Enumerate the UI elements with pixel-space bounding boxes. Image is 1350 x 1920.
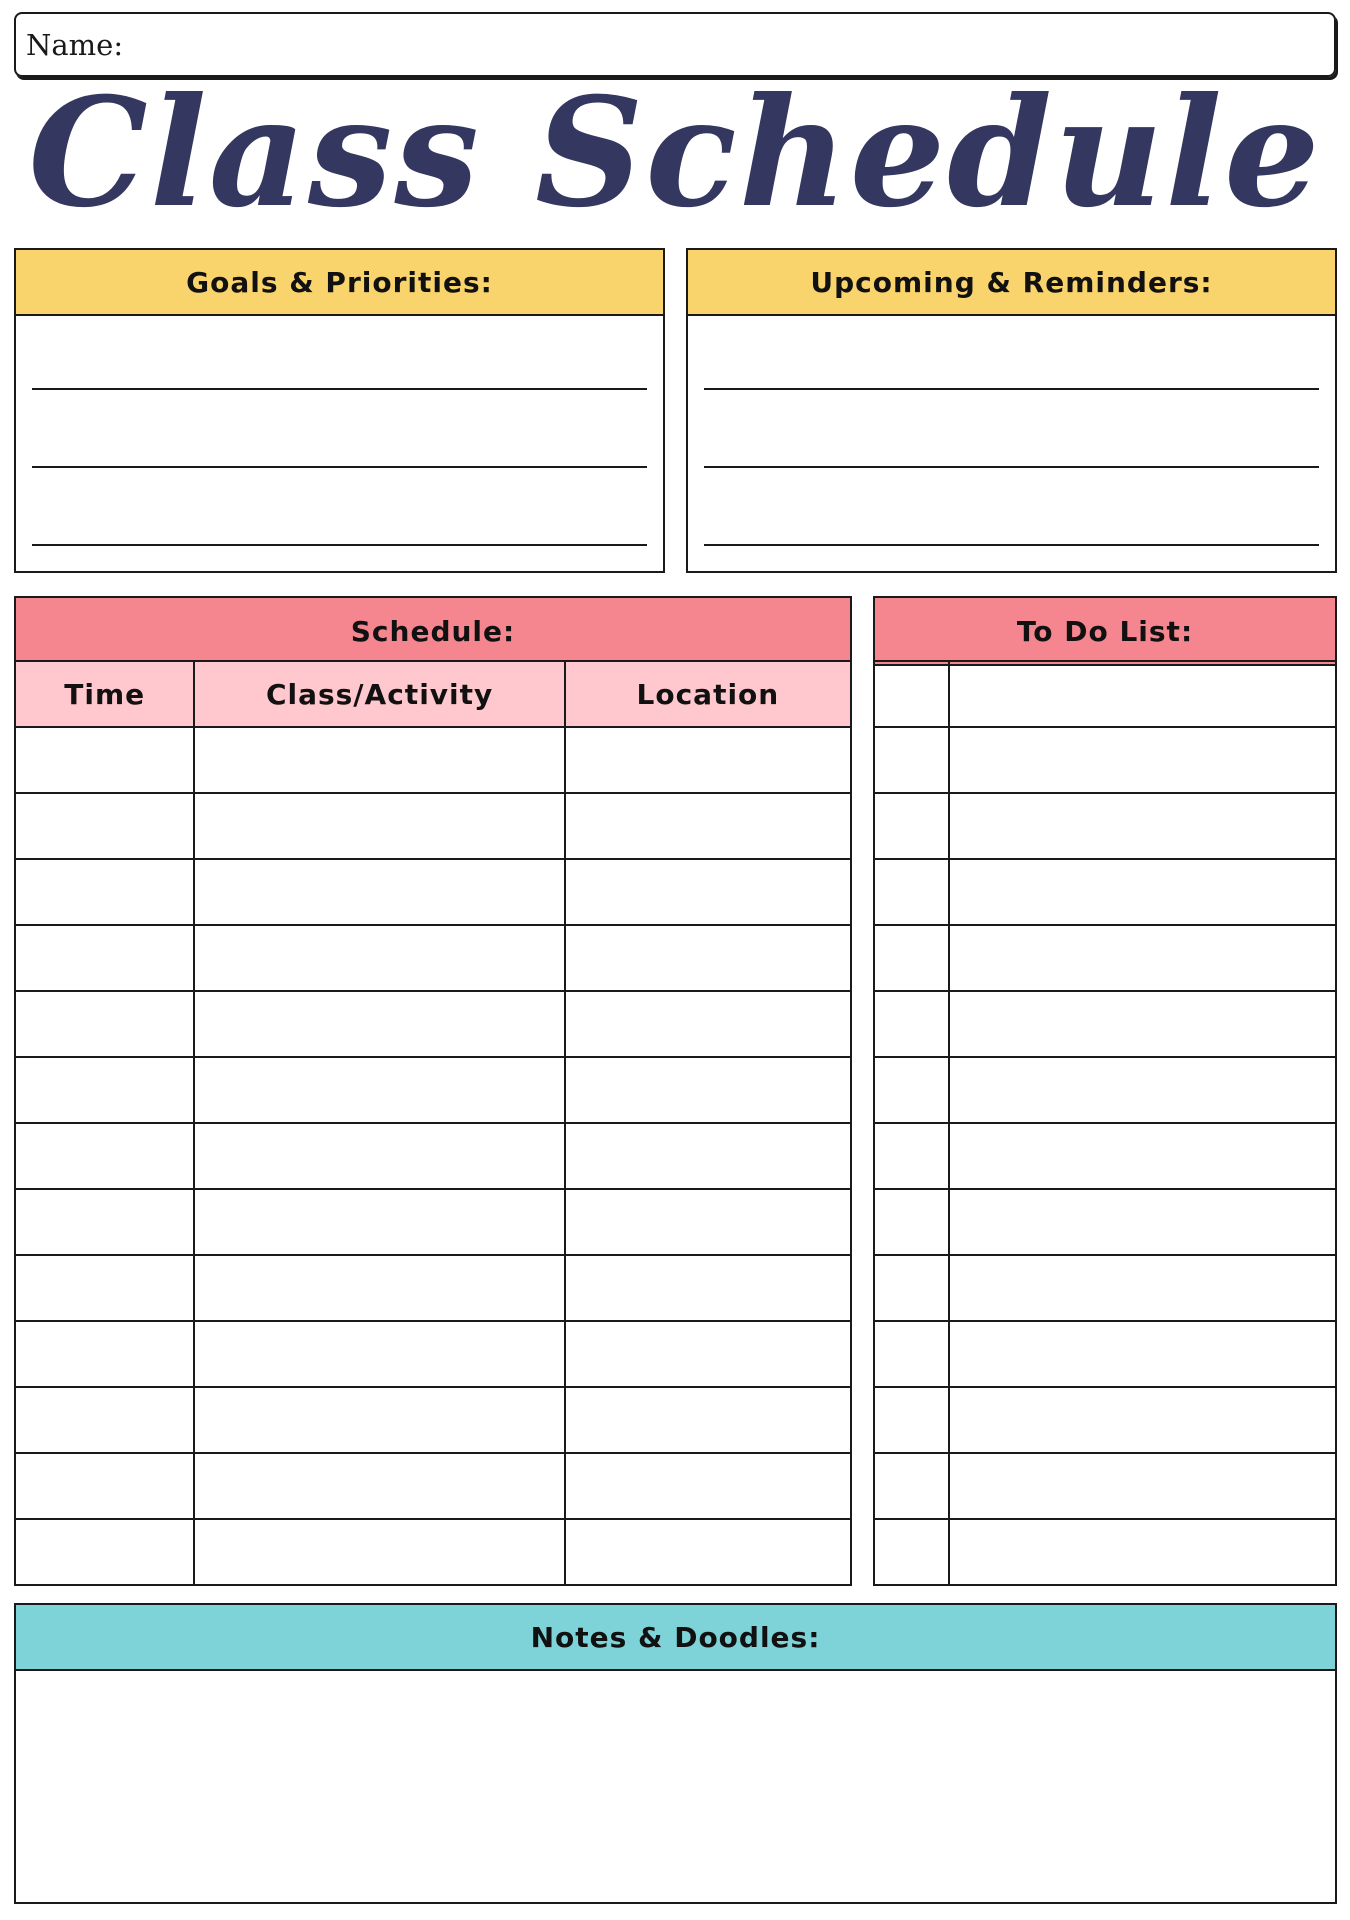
schedule-cell-class-activity[interactable]: [194, 1189, 564, 1255]
notes-panel[interactable]: [14, 1603, 1337, 1904]
table-row: [15, 925, 851, 991]
todo-item-field[interactable]: [949, 1057, 1336, 1123]
notes-heading: Notes & Doodles:: [16, 1605, 1335, 1671]
todo-checkbox[interactable]: [874, 1321, 949, 1387]
table-row: [15, 1123, 851, 1189]
list-item: [874, 859, 1336, 925]
schedule-cell-class-activity[interactable]: [194, 1255, 564, 1321]
todo-item-field[interactable]: [949, 991, 1336, 1057]
schedule-cell-time[interactable]: [15, 1057, 194, 1123]
schedule-column-headers: [15, 661, 851, 727]
todo-item-field[interactable]: [949, 1123, 1336, 1189]
goals-panel: [14, 248, 665, 573]
schedule-cell-location[interactable]: [565, 859, 851, 925]
schedule-cell-class-activity[interactable]: [194, 793, 564, 859]
todo-checkbox[interactable]: [874, 1123, 949, 1189]
todo-item-field[interactable]: [949, 1189, 1336, 1255]
todo-checkbox[interactable]: [874, 991, 949, 1057]
schedule-cell-time[interactable]: [15, 1255, 194, 1321]
table-row: [15, 1453, 851, 1519]
todo-table: [873, 660, 1337, 1586]
list-item: [874, 793, 1336, 859]
list-item: [874, 1189, 1336, 1255]
schedule-cell-time[interactable]: [15, 925, 194, 991]
schedule-cell-time[interactable]: [15, 1189, 194, 1255]
schedule-cell-class-activity[interactable]: [194, 1057, 564, 1123]
name-label: Name:: [26, 28, 124, 62]
todo-item-field[interactable]: [949, 661, 1336, 727]
todo-checkbox[interactable]: [874, 661, 949, 727]
list-item: [874, 1057, 1336, 1123]
table-row: [15, 1387, 851, 1453]
table-row: [15, 1321, 851, 1387]
reminders-line[interactable]: [704, 388, 1319, 390]
schedule-cell-class-activity[interactable]: [194, 1387, 564, 1453]
schedule-cell-location[interactable]: [565, 727, 851, 793]
schedule-cell-location[interactable]: [565, 991, 851, 1057]
schedule-cell-location[interactable]: [565, 925, 851, 991]
table-row: [15, 1519, 851, 1585]
todo-item-field[interactable]: [949, 925, 1336, 991]
schedule-cell-time[interactable]: [15, 991, 194, 1057]
todo-checkbox[interactable]: [874, 1453, 949, 1519]
reminders-panel: [686, 248, 1337, 573]
table-row: [15, 991, 851, 1057]
list-item: [874, 1123, 1336, 1189]
schedule-cell-location[interactable]: [565, 1189, 851, 1255]
schedule-table: [14, 660, 852, 1586]
goals-line[interactable]: [32, 388, 647, 390]
list-item: [874, 727, 1336, 793]
goals-line[interactable]: [32, 466, 647, 468]
schedule-cell-time[interactable]: [15, 1453, 194, 1519]
schedule-cell-class-activity[interactable]: [194, 1123, 564, 1189]
list-item: [874, 1321, 1336, 1387]
todo-item-field[interactable]: [949, 1519, 1336, 1585]
schedule-cell-class-activity[interactable]: [194, 727, 564, 793]
schedule-cell-location[interactable]: [565, 793, 851, 859]
schedule-panel: [14, 596, 852, 1584]
table-row: [15, 1057, 851, 1123]
table-row: [15, 1255, 851, 1321]
list-item: [874, 1453, 1336, 1519]
schedule-cell-location[interactable]: [565, 1057, 851, 1123]
todo-item-field[interactable]: [949, 1321, 1336, 1387]
schedule-cell-class-activity[interactable]: [194, 991, 564, 1057]
schedule-cell-time[interactable]: [15, 727, 194, 793]
schedule-cell-location[interactable]: [565, 1387, 851, 1453]
table-row: [15, 859, 851, 925]
list-item: [874, 1519, 1336, 1585]
page-title: Class Schedule: [28, 65, 1322, 241]
todo-item-field[interactable]: [949, 859, 1336, 925]
schedule-heading: Schedule:: [14, 596, 852, 666]
schedule-cell-location[interactable]: [565, 1519, 851, 1585]
todo-checkbox[interactable]: [874, 859, 949, 925]
todo-checkbox[interactable]: [874, 1057, 949, 1123]
schedule-cell-location[interactable]: [565, 1321, 851, 1387]
goals-line[interactable]: [32, 544, 647, 546]
todo-checkbox[interactable]: [874, 1255, 949, 1321]
column-header-location: Location: [565, 661, 851, 727]
reminders-heading: Upcoming & Reminders:: [688, 250, 1335, 316]
todo-item-field[interactable]: [949, 727, 1336, 793]
todo-checkbox[interactable]: [874, 1387, 949, 1453]
schedule-cell-time[interactable]: [15, 793, 194, 859]
list-item: [874, 925, 1336, 991]
schedule-cell-class-activity[interactable]: [194, 1519, 564, 1585]
schedule-cell-time[interactable]: [15, 1519, 194, 1585]
schedule-cell-time[interactable]: [15, 1123, 194, 1189]
list-item: [874, 1387, 1336, 1453]
todo-checkbox[interactable]: [874, 793, 949, 859]
table-row: [15, 727, 851, 793]
schedule-cell-class-activity[interactable]: [194, 1453, 564, 1519]
reminders-line[interactable]: [704, 544, 1319, 546]
schedule-cell-time[interactable]: [15, 859, 194, 925]
schedule-cell-time[interactable]: [15, 1387, 194, 1453]
schedule-cell-location[interactable]: [565, 1453, 851, 1519]
todo-item-field[interactable]: [949, 1453, 1336, 1519]
todo-checkbox[interactable]: [874, 1519, 949, 1585]
list-item: [874, 991, 1336, 1057]
schedule-cell-class-activity[interactable]: [194, 925, 564, 991]
schedule-cell-class-activity[interactable]: [194, 859, 564, 925]
column-header-time: Time: [15, 661, 194, 727]
todo-item-field[interactable]: [949, 1255, 1336, 1321]
table-row: [15, 1189, 851, 1255]
todo-panel: [873, 596, 1337, 1584]
schedule-cell-class-activity[interactable]: [194, 1321, 564, 1387]
column-header-class-activity: Class/Activity: [194, 661, 564, 727]
table-row: [15, 793, 851, 859]
list-item: [874, 661, 1336, 727]
list-item: [874, 1255, 1336, 1321]
todo-item-field[interactable]: [949, 793, 1336, 859]
goals-heading: Goals & Priorities:: [16, 250, 663, 316]
todo-checkbox[interactable]: [874, 727, 949, 793]
todo-item-field[interactable]: [949, 1387, 1336, 1453]
reminders-line[interactable]: [704, 466, 1319, 468]
todo-checkbox[interactable]: [874, 1189, 949, 1255]
schedule-cell-location[interactable]: [565, 1123, 851, 1189]
todo-checkbox[interactable]: [874, 925, 949, 991]
todo-heading: To Do List:: [873, 596, 1337, 666]
schedule-cell-time[interactable]: [15, 1321, 194, 1387]
schedule-cell-location[interactable]: [565, 1255, 851, 1321]
